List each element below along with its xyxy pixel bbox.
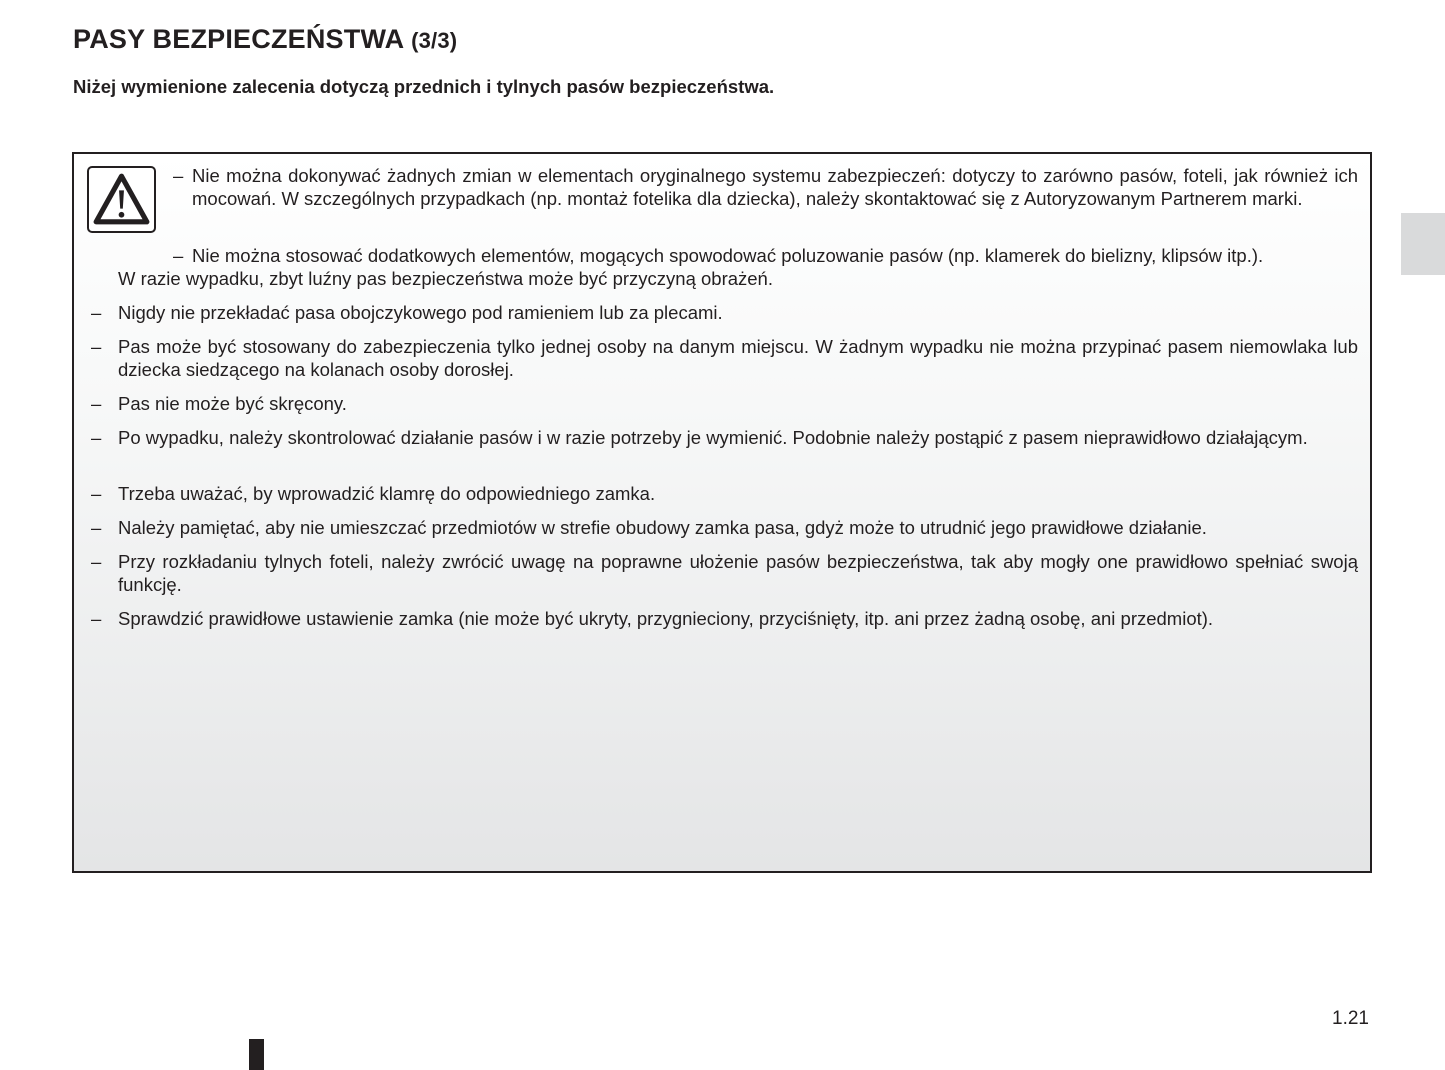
section-side-tab [1401,213,1445,275]
intro-text: Niżej wymienione zalecenia dotyczą przednich i tylnych pasów bezpieczeństwa. [73,76,775,97]
page-number: 1.21 [1332,1008,1369,1029]
warning-triangle-icon [87,166,156,233]
list-item-text: Nie można stosować dodatkowych elementów, mogących spowodować poluzowanie pasów (np. klamerek do bielizny, klipsów itp.). [192,245,1264,266]
warning-box [72,152,1372,873]
list-dash: – [91,483,102,504]
list-dash: – [91,302,102,323]
warning-triangle-svg [89,168,154,231]
page-title [73,24,457,55]
list-dash: – [91,608,102,629]
page-title-main: PASY BEZPIECZEŃSTWA [73,24,404,54]
list-item-text: Nie można dokonywać żadnych zmian w elementach oryginalnego systemu zabezpieczeń: dotyczy to zarówno pasów, foteli, jak również ich mocowań. W szczególnych przypadkach (np. montaż fotelika dla dziecka), należy skontaktować się z Autoryzowanym Partnerem marki. [192,165,1358,209]
list-item-continuation: W razie wypadku, zbyt luźny pas bezpieczeństwa może być przyczyną obrażeń. [118,268,773,289]
list-item-text: Przy rozkładaniu tylnych foteli, należy zwrócić uwagę na poprawne ułożenie pasów bezpieczeństwa, tak aby mogły one prawidłowo spełniać swoją funkcję. [118,551,1358,595]
list-dash: – [91,393,102,414]
list-dash: – [91,336,102,357]
list-item-text: Pas może być stosowany do zabezpieczenia tylko jednej osoby na danym miejscu. W żadnym wypadku nie można przypinać pasem niemowlaka lub dziecka siedzącego na kolanach osoby dorosłej. [118,336,1358,380]
list-item-text: Nigdy nie przekładać pasa obojczykowego pod ramieniem lub za plecami. [118,302,723,323]
list-dash: – [91,517,102,538]
list-item-text: Sprawdzić prawidłowe ustawienie zamka (nie może być ukryty, przygnieciony, przyciśnięty, itp. ani przez żadną osobę, ani przedmiot). [118,608,1214,629]
list-item-text: Należy pamiętać, aby nie umieszczać przedmiotów w strefie obudowy zamka pasa, gdyż może to utrudnić jego prawidłowe działanie. [118,517,1207,538]
list-item-text: Trzeba uważać, by wprowadzić klamrę do odpowiedniego zamka. [118,483,656,504]
list-item-text: Po wypadku, należy skontrolować działanie pasów i w razie potrzeby je wymienić. Podobnie należy postąpić z pasem nieprawidłowo działającym. [118,427,1308,448]
list-dash: – [91,427,102,448]
list-dash: – [173,245,184,266]
page-title-part: (3/3) [411,28,458,53]
crop-mark [249,1039,264,1070]
list-dash: – [91,551,102,572]
list-dash: – [173,165,184,186]
list-item-text: Pas nie może być skręcony. [118,393,347,414]
